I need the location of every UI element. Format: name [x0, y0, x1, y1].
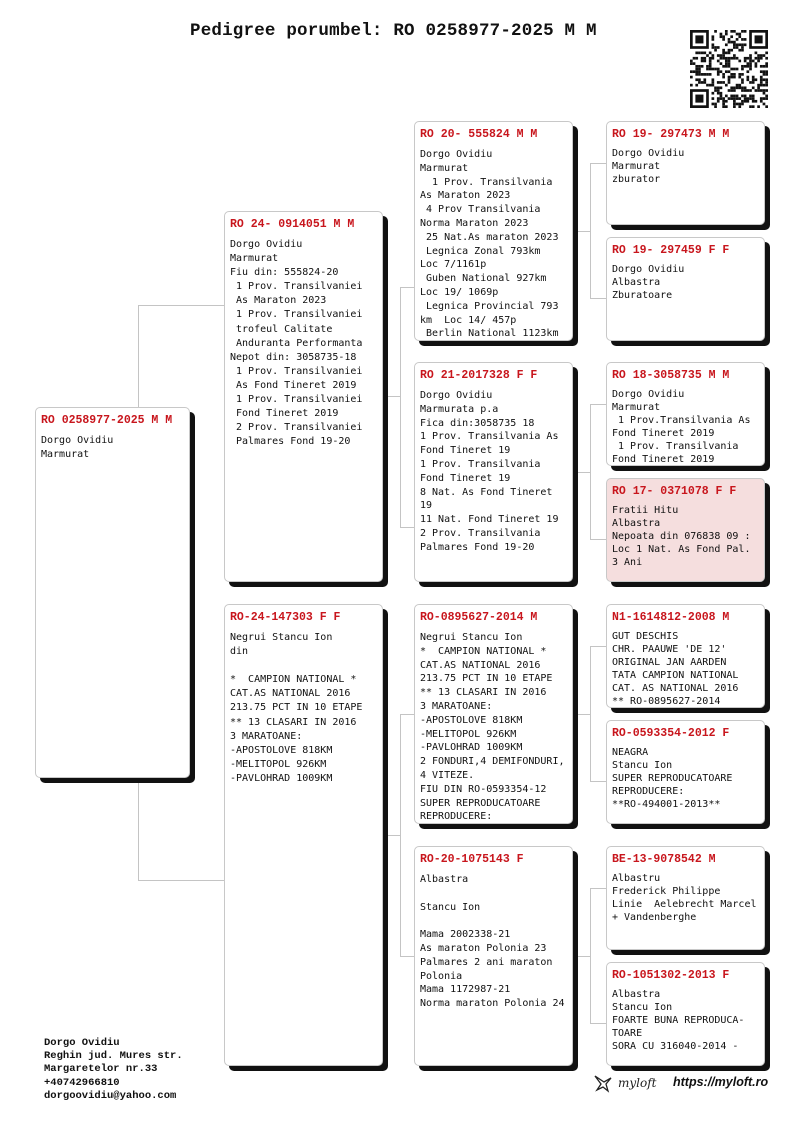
bird-icon	[592, 1072, 614, 1094]
connector-line	[138, 778, 139, 880]
connector-line	[590, 404, 606, 405]
ring-number: RO 0258977-2025 M M	[41, 414, 173, 427]
pedigree-card-great-grandparent[interactable]	[606, 604, 765, 708]
connector-line	[590, 888, 591, 1023]
ring-number: BE-13-9078542 M	[612, 853, 716, 866]
pedigree-card-sire[interactable]	[224, 211, 383, 582]
connector-line	[400, 956, 414, 957]
ring-number: N1-1614812-2008 M	[612, 611, 730, 624]
ring-number: RO-0895627-2014 M	[420, 611, 538, 624]
connector-line	[590, 646, 606, 647]
pedigree-card-grandparent[interactable]	[414, 604, 573, 824]
pedigree-card-great-grandparent[interactable]	[606, 362, 765, 466]
card-details: Dorgo Ovidiu Marmurata p.a Fica din:3058735 18 1 Prov. Transilvania As Fond Tineret 19 1 Prov. Transilvania Fond Tineret 19 8 Nat. As Fond Tineret 19 11 Nat. Fond Tineret 19 2 Prov. Transilvania Palmares Fond 19-20	[420, 390, 559, 553]
ring-number: RO 18-3058735 M M	[612, 369, 730, 382]
connector-line	[383, 396, 400, 397]
connector-line	[590, 163, 606, 164]
ring-number: RO 21-2017328 F F	[420, 369, 538, 382]
connector-line	[573, 231, 590, 232]
connector-line	[590, 646, 591, 781]
connector-line	[573, 956, 590, 957]
card-details: NEAGRA Stancu Ion SUPER REPRODUCATOARE REPRODUCERE: **RO-494001-2013**	[612, 747, 733, 810]
connector-line	[138, 880, 224, 881]
card-details: Negrui Stancu Ion din * CAMPION NATIONAL * CAT.AS NATIONAL 2016 213.75 PCT IN 10 ETAPE ** 13 CLASARI IN 2016 3 MARATOANE: -APOSTOLOVE 818KM -MELITOPOL 926KM -PAVLOHRAD 1009KM	[230, 632, 363, 784]
pedigree-card-great-grandparent[interactable]	[606, 121, 765, 225]
myloft-logo	[592, 1072, 656, 1094]
connector-line	[590, 539, 606, 540]
owner-email: dorgoovidiu@yahoo.com	[44, 1089, 177, 1102]
pedigree-card-grandparent[interactable]	[414, 362, 573, 582]
pedigree-card-great-grandparent[interactable]	[606, 720, 765, 824]
connector-line	[590, 298, 606, 299]
card-details: Dorgo Ovidiu Marmurat 1 Prov. Transilvania As Maraton 2023 4 Prov Transilvania Norma Maraton 2023 25 Nat.As maraton 2023 Legnica Zonal 793km Loc 7/1161p Guben National 927km Loc 19/ 1069p Legnica Provincial 793 km Loc 14/ 457p Berlin National 1123km	[420, 149, 559, 340]
connector-line	[590, 163, 591, 298]
card-details: Dorgo Ovidiu Marmurat zburator	[612, 148, 685, 185]
owner-name: Dorgo Ovidiu	[44, 1037, 120, 1049]
ring-number: RO-1051302-2013 F	[612, 969, 730, 982]
logo-text: myloft	[618, 1076, 657, 1090]
qr-code-icon	[690, 30, 768, 108]
pedigree-card-great-grandparent[interactable]	[606, 237, 765, 341]
card-details: GUT DESCHIS CHR. PAAUWE 'DE 12' ORIGINAL JAN AARDEN TATA CAMPION NATIONAL CAT. AS NATIONAL 2016 ** RO-0895627-2014	[612, 631, 739, 707]
card-details: Albastra Stancu Ion Mama 2002338-21 As maraton Polonia 23 Palmares 2 ani maraton Polonia Mama 1172987-21 Norma maraton Polonia 24	[420, 874, 565, 1010]
pedigree-card-great-grandparent[interactable]	[606, 846, 765, 950]
connector-line	[590, 404, 591, 539]
ring-number: RO 19- 297459 F F	[612, 244, 730, 257]
connector-line	[138, 305, 224, 306]
owner-address-2: Margaretelor nr.33	[44, 1063, 158, 1076]
owner-address-1: Reghin jud. Mures str.	[44, 1050, 183, 1063]
card-details: Dorgo Ovidiu Albastra Zburatoare	[612, 264, 685, 301]
card-details: Albastru Frederick Philippe Linie Aelebrecht Marcel + Vandenberghe	[612, 873, 757, 923]
pedigree-card-grandparent[interactable]	[414, 121, 573, 341]
connector-line	[383, 835, 400, 836]
card-details: Negrui Stancu Ion * CAMPION NATIONAL * CAT.AS NATIONAL 2016 213.75 PCT IN 10 ETAPE ** 13 CLASARI IN 2016 3 MARATOANE: -APOSTOLOVE 818KM -MELITOPOL 926KM -PAVLOHRAD 1009KM 2 FONDURI,4 DEMIFONDURI, 4 VITEZE. FIU DIN RO-0593354-12 SUPER REPRODUCATOARE REPRODUCERE:	[420, 632, 565, 823]
ring-number: RO 19- 297473 M M	[612, 128, 730, 141]
pedigree-card-great-grandparent[interactable]	[606, 478, 765, 582]
connector-line	[400, 714, 414, 715]
card-details: Dorgo Ovidiu Marmurat	[41, 435, 114, 461]
connector-line	[573, 714, 590, 715]
connector-line	[590, 781, 606, 782]
ring-number: RO 17- 0371078 F F	[612, 485, 737, 498]
connector-line	[400, 287, 401, 527]
connector-line	[400, 527, 414, 528]
connector-line	[590, 888, 606, 889]
ring-number: RO-0593354-2012 F	[612, 727, 730, 740]
card-details: Dorgo Ovidiu Marmurat 1 Prov.Transilvania As Fond Tineret 2019 1 Prov. Transilvania Fond Tineret 2019	[612, 389, 751, 465]
ring-number: RO-20-1075143 F	[420, 853, 524, 866]
ring-number: RO-24-147303 F F	[230, 611, 341, 624]
connector-line	[590, 1023, 606, 1024]
connector-line	[573, 472, 590, 473]
owner-contact	[44, 1037, 183, 1103]
card-details: Fratii Hitu Albastra Nepoata din 076838 09 : Loc 1 Nat. As Fond Pal. 3 Ani	[612, 505, 751, 568]
pedigree-card-grandparent[interactable]	[414, 846, 573, 1066]
ring-number: RO 20- 555824 M M	[420, 128, 538, 141]
connector-line	[400, 714, 401, 956]
card-details: Dorgo Ovidiu Marmurat Fiu din: 555824-20 1 Prov. Transilvaniei As Maraton 2023 1 Prov. Transilvaniei trofeul Calitate Anduranta Performanta Nepot din: 3058735-18 1 Prov. Transilvaniei As Fond Tineret 2019 1 Prov. Transilvaniei Fond Tineret 2019 2 Prov. Transilvaniei Palmares Fond 19-20	[230, 239, 363, 448]
ring-number: RO 24- 0914051 M M	[230, 218, 355, 231]
owner-phone: +40742966810	[44, 1076, 120, 1089]
card-details: Albastra Stancu Ion FOARTE BUNA REPRODUCA- TOARE SORA CU 316040-2014 -	[612, 989, 745, 1052]
pedigree-card-subject[interactable]	[35, 407, 190, 778]
pedigree-card-great-grandparent[interactable]	[606, 962, 765, 1066]
connector-line	[138, 305, 139, 407]
pedigree-card-dam[interactable]	[224, 604, 383, 1066]
connector-line	[400, 287, 414, 288]
page-title: Pedigree porumbel: RO 0258977-2025 M M	[190, 21, 597, 41]
website-link[interactable]: https://myloft.ro	[673, 1075, 769, 1089]
